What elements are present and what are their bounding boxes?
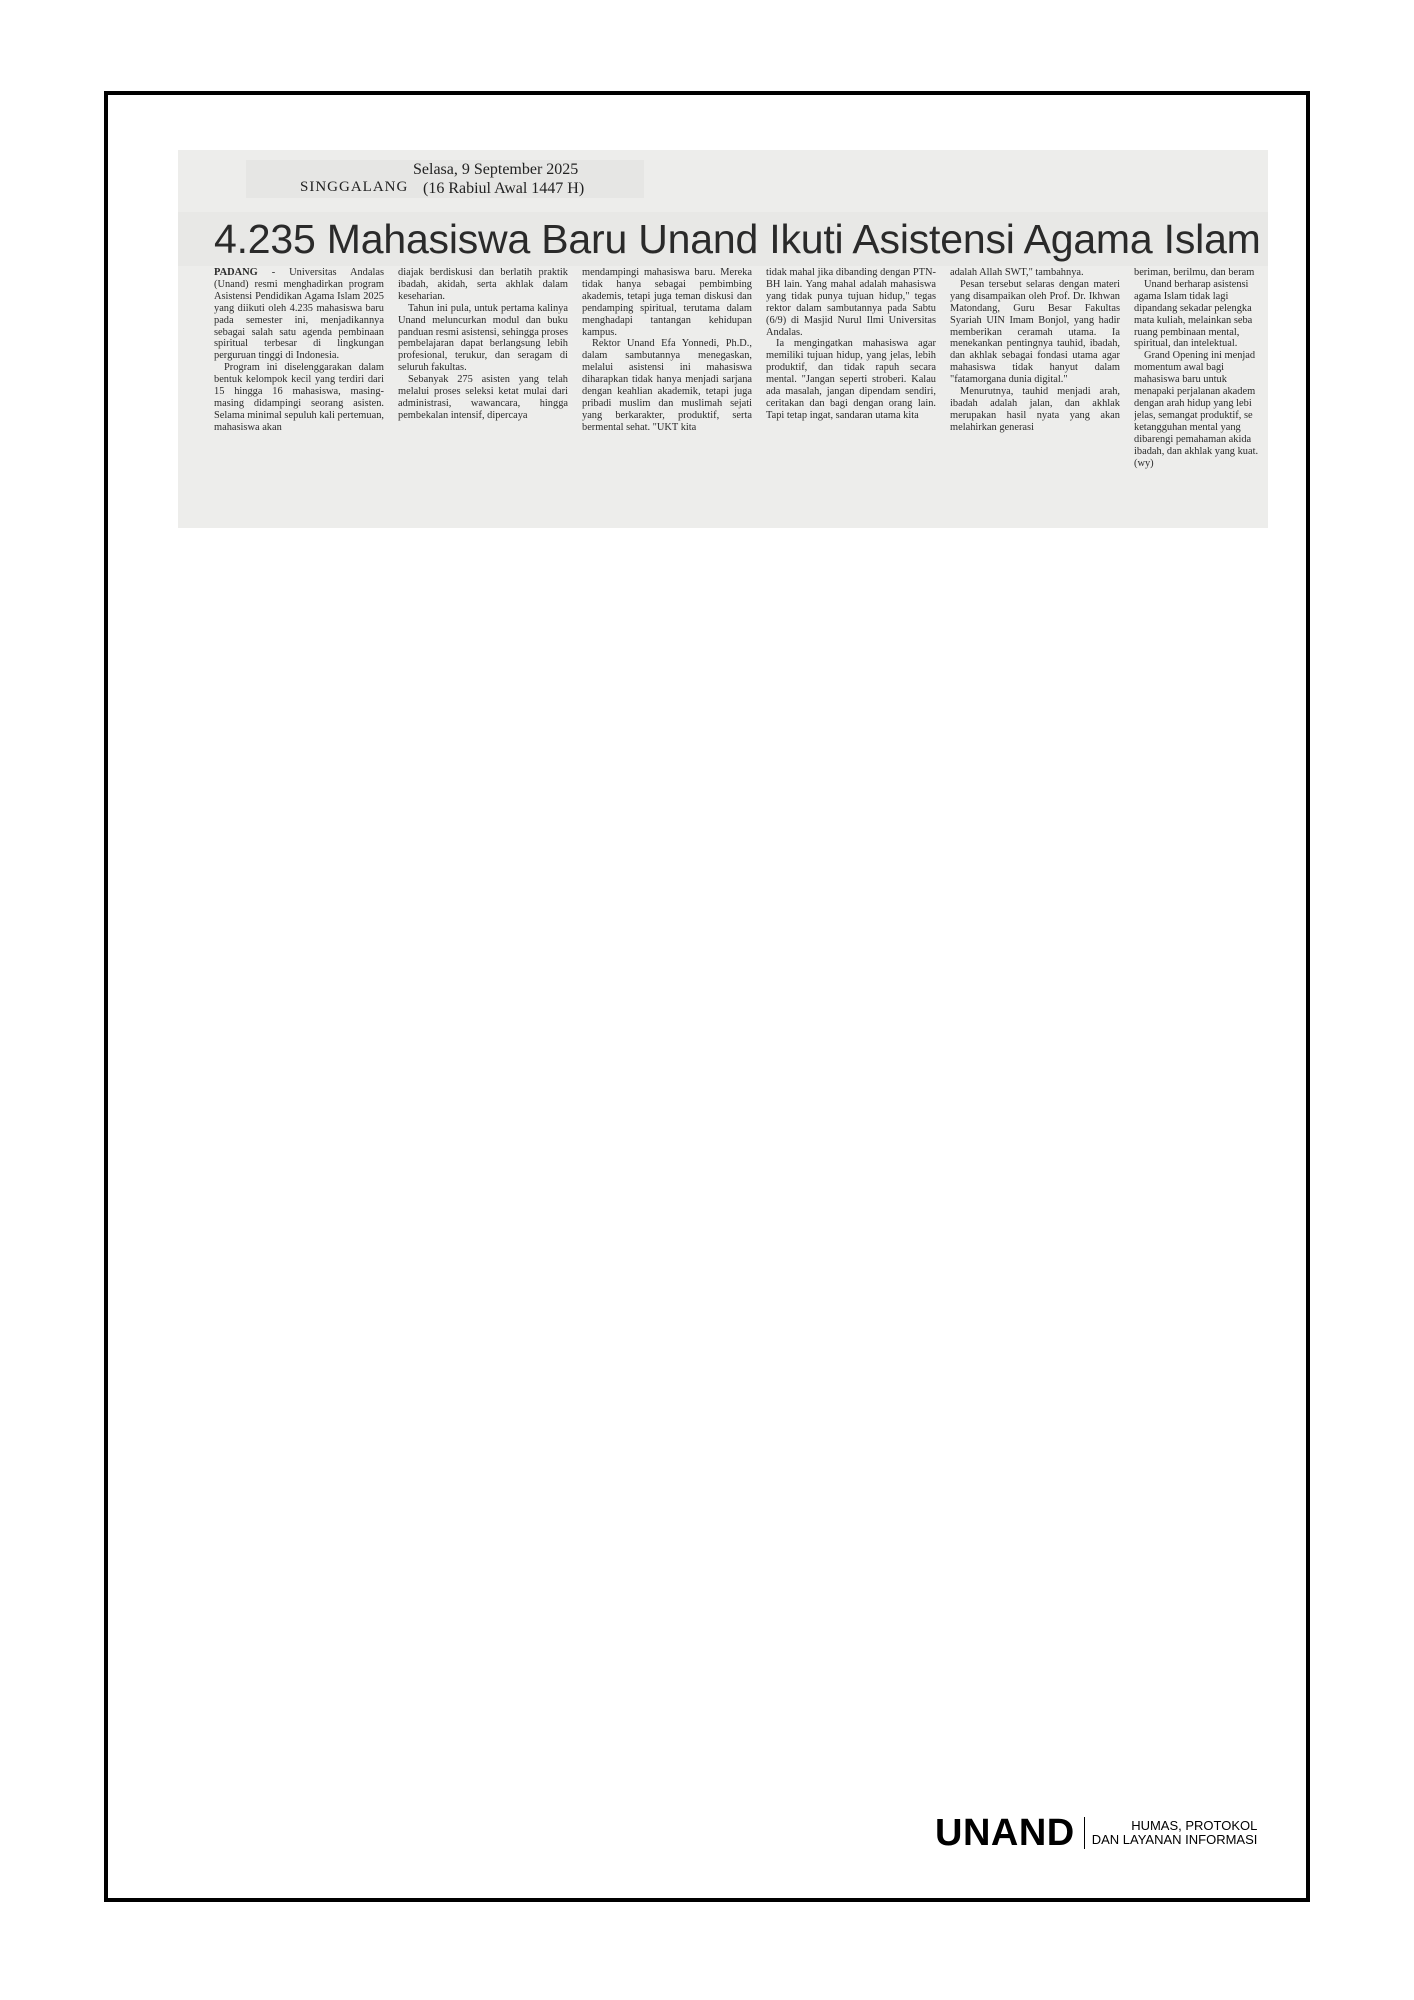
paragraph: adalah Allah SWT," tambahnya. (950, 267, 1084, 278)
article-column-3 (582, 267, 752, 512)
paragraph: Ia mengingatkan mahasiswa agar memiliki tujuan hidup, yang jelas, lebih produktif, dan tidak rapuh secara mental. "Jangan seperti stroberi. Kalau ada masalah, jangan dipendam sendiri, ceritakan dan bagi dengan orang lain. Tapi tetap ingat, sandaran utama kita (766, 338, 936, 421)
article-body (214, 267, 1268, 512)
paragraph: Tahun ini pula, untuk pertama kalinya Unand meluncurkan modul dan buku panduan resmi asistensi, sehingga proses pembelajaran dapat berlangsung lebih profesional, terukur, dan seragam di seluruh fakultas. (398, 302, 568, 374)
paragraph: tidak mahal jika dibanding dengan PTN-BH lain. Yang mahal adalah mahasiswa yang tidak punya tujuan hidup," tegas rektor dalam sambutannya pada Sabtu (6/9) di Masjid Nurul Ilmi Universitas Andalas. (766, 267, 936, 338)
paragraph: Program ini diselenggarakan dalam bentuk kelompok kecil yang terdiri dari 15 hingga 16 mahasiswa, masing-masing didampingi seorang asisten. Selama minimal sepuluh kali pertemuan, mahasiswa akan (214, 362, 384, 433)
publication-date (413, 160, 584, 198)
paragraph: Unand berharap asistensi agama Islam tidak lagi dipandang sekadar pelengka mata kuliah, melainkan seba ruang pembinaan mental, spiritual, dan intelektual. (1134, 278, 1253, 350)
paragraph: Grand Opening ini menjad momentum awal bagi mahasiswa baru untuk menapaki perjalanan akadem dengan arah hidup yang lebi jelas, semangat produktif, se ketangguhan mental yang dibarengi pemahaman akida ibadah, dan akhlak yang kuat.(wy) (1134, 350, 1259, 469)
logo-wordmark: UNAND (935, 1811, 1075, 1854)
paragraph: mendampingi mahasiswa baru. Mereka tidak hanya sebagai pembimbing akademis, tetapi juga teman diskusi dan pendamping spiritual, terutama dalam menghadapi tantangan kehidupan kampus. (582, 267, 752, 338)
date-gregorian: Selasa, 9 September 2025 (413, 161, 579, 178)
newspaper-name: SINGGALANG (300, 179, 409, 195)
newspaper-clipping (178, 150, 1268, 528)
paragraph: Pesan tersebut selaras dengan materi yang disampaikan oleh Prof. Dr. Ikhwan Matondang, Guru Besar Fakultas Syariah UIN Imam Bonjol, yang hadir memberikan ceramah utama. Ia menekankan pentingnya tauhid, ibadah, dan akhlak sebagai fondasi utama agar mahasiswa tidak hanyut dalam "fatamorgana dunia digital." (950, 278, 1120, 386)
article-column-2 (398, 267, 568, 512)
paragraph: Rektor Unand Efa Yonnedi, Ph.D., dalam sambutannya menegaskan, melalui asistensi ini mahasiswa diharapkan tidak hanya menjadi sarjana dengan keahlian akademik, tetapi juga pribadi muslim dan muslimah sejati yang berkarakter, produktif, serta bermental sehat. "UKT kita (582, 338, 752, 433)
logo-divider (1084, 1817, 1085, 1849)
article-column-1 (214, 267, 384, 512)
article-column-5 (950, 267, 1120, 512)
date-hijri: (16 Rabiul Awal 1447 H) (423, 180, 585, 197)
article-column-4 (766, 267, 936, 512)
paragraph: Sebanyak 275 asisten yang telah melalui proses seleksi ketat mulai dari administrasi, wawancara, hingga pembekalan intensif, dipercaya (398, 374, 568, 421)
department-name: HUMAS, PROTOKOL DAN LAYANAN INFORMASI (1091, 1818, 1258, 1847)
unand-humas-logo (935, 1813, 1257, 1853)
paragraph: Menurutnya, tauhid menjadi arah, ibadah adalah jalan, dan akhlak merupakan hasil nyata yang akan melahirkan generasi (950, 386, 1120, 433)
paragraph: diajak berdiskusi dan berlatih praktik ibadah, akidah, serta akhlak dalam keseharian. (398, 267, 568, 302)
article-column-6 (1134, 267, 1268, 512)
page-frame (104, 91, 1310, 1902)
article-headline: 4.235 Mahasiswa Baru Unand Ikuti Asistensi Agama Islam (214, 216, 1261, 262)
paragraph: beriman, berilmu, dan beram (1134, 267, 1255, 278)
paragraph: PADANG - Universitas Andalas (Unand) resmi menghadirkan program Asistensi Pendidikan Agama Islam 2025 yang diikuti oleh 4.235 mahasiswa baru pada semester ini, menjadikannya sebagai salah satu agenda pembinaan spiritual terbesar di lingkungan perguruan tinggi di Indonesia. (214, 267, 384, 362)
dateline: PADANG (214, 267, 258, 278)
